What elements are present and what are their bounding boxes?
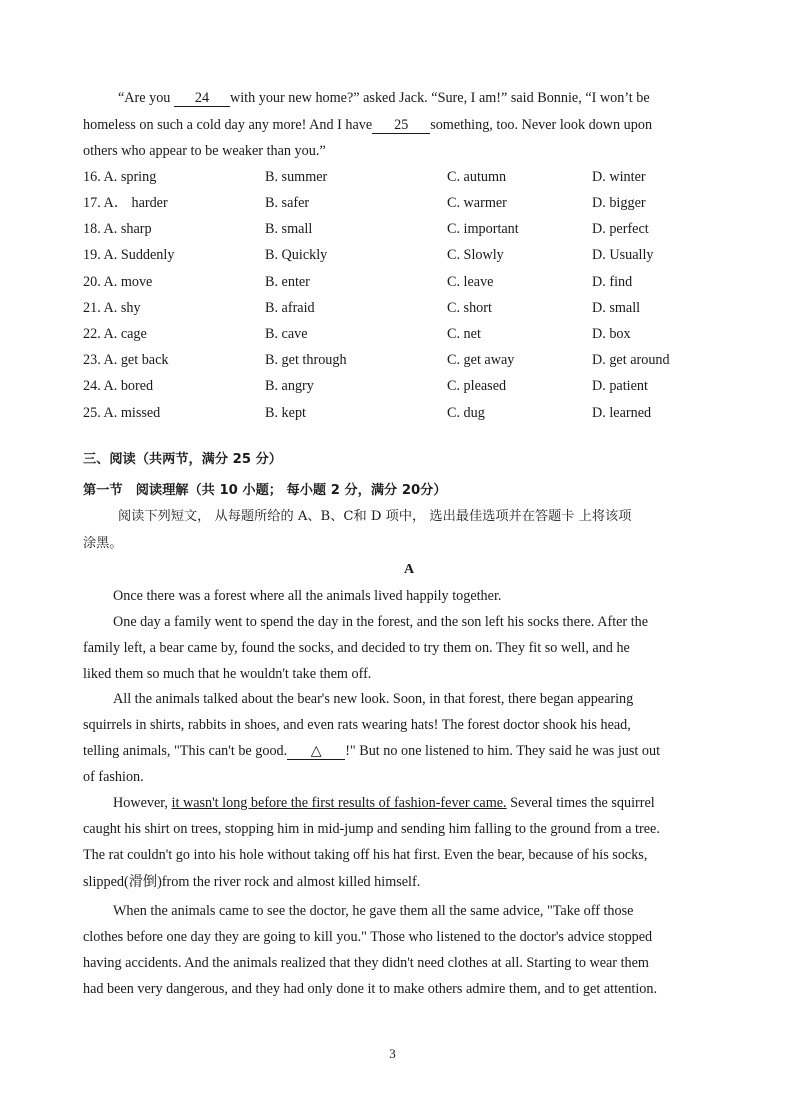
passage-p3-line1: All the animals talked about the bear's new look. Soon, in that forest, there began appearing [113, 691, 634, 707]
passage-p2-line1: One day a family went to spend the day in the forest, and the son left his socks there. After the [113, 614, 649, 630]
option-b: B. small [265, 221, 313, 237]
option-row-23 [83, 351, 723, 369]
option-d: D. box [592, 326, 631, 342]
option-b: B. safer [265, 195, 310, 211]
option-row-16 [83, 168, 723, 186]
page-number: 3 [389, 1046, 396, 1061]
passage-p5-line3: having accidents. And the animals realized that they didn't need clothes at all. Starting to wear them [83, 955, 649, 971]
option-a: 18. A. sharp [83, 221, 152, 237]
cloze-text: “Are you [118, 90, 174, 106]
option-c: C. Slowly [447, 247, 504, 263]
option-b: B. angry [265, 378, 314, 394]
passage-p4-line2: caught his shirt on trees, stopping him in mid-jump and sending him falling to the ground from a tree. [83, 821, 660, 837]
passage-p3-line2: squirrels in shirts, rabbits in shoes, and even rats wearing hats! The forest doctor shook his head, [83, 717, 631, 733]
section-title: 三、阅读（共两节，满分 25 分） [83, 452, 282, 467]
passage-p3-line4: of fashion. [83, 769, 144, 785]
option-a: 17. A． harder [83, 195, 168, 211]
option-row-22 [83, 325, 723, 343]
cloze-text: something, too. Never look down upon [430, 117, 653, 133]
passage-p5-line1: When the animals came to see the doctor, he gave them all the same advice, "Take off those [113, 903, 634, 919]
passage-p4-line4: slipped(滑倒)from the river rock and almost killed himself. [83, 874, 421, 890]
option-c: C. get away [447, 352, 515, 368]
passage-p4-line3: The rat couldn't go into his hole without taking off his hat first. Even the bear, because of his socks, [83, 847, 648, 863]
option-row-24 [83, 377, 723, 395]
option-row-19 [83, 246, 723, 264]
option-row-21 [83, 299, 723, 317]
passage-p4-line1 [113, 794, 655, 812]
part-title: 第一节 阅读理解（共 10 小题； 每小题 2 分，满分 20分） [83, 483, 447, 498]
passage-text: However, [113, 795, 172, 811]
blank-25: 25 [372, 118, 430, 134]
passage-p2-line2: family left, a bear came by, found the socks, and decided to try them on. They fit so well, and he [83, 640, 630, 656]
cloze-line-3: others who appear to be weaker than you.” [83, 143, 326, 159]
blank-24: 24 [174, 91, 230, 107]
option-d: D. bigger [592, 195, 646, 211]
option-b: B. cave [265, 326, 308, 342]
passage-p3-line3 [83, 742, 660, 760]
option-b: B. summer [265, 169, 328, 185]
option-a: 23. A. get back [83, 352, 169, 368]
option-a: 19. A. Suddenly [83, 247, 175, 263]
option-b: B. afraid [265, 300, 315, 316]
option-c: C. warmer [447, 195, 507, 211]
option-a: 21. A. shy [83, 300, 141, 316]
passage-text: telling animals, "This can't be good. [83, 743, 288, 759]
option-d: D. winter [592, 169, 646, 185]
instruction-line-2: 涂黑。 [83, 536, 123, 551]
option-row-18 [83, 220, 723, 238]
passage-p2-line3: liked them so much that he wouldn't take them off. [83, 666, 372, 682]
option-row-17 [83, 194, 723, 212]
option-a: 16. A. spring [83, 169, 157, 185]
triangle-blank: △ [287, 744, 345, 760]
option-c: C. pleased [447, 378, 507, 394]
option-d: D. small [592, 300, 641, 316]
option-a: 24. A. bored [83, 378, 154, 394]
option-d: D. find [592, 274, 633, 290]
passage-p5-line2: clothes before one day they are going to kill you." Those who listened to the doctor's advice stopped [83, 929, 653, 945]
option-c: C. short [447, 300, 492, 316]
option-a: 22. A. cage [83, 326, 147, 342]
option-a: 25. A. missed [83, 405, 161, 421]
option-c: C. autumn [447, 169, 507, 185]
option-b: B. kept [265, 405, 306, 421]
passage-p1: Once there was a forest where all the animals lived happily together. [113, 588, 502, 604]
option-c: C. leave [447, 274, 494, 290]
passage-label: A [403, 562, 415, 577]
cloze-text: with your new home?” asked Jack. “Sure, I am!” said Bonnie, “I won’t be [229, 90, 650, 106]
option-d: D. patient [592, 378, 648, 394]
option-row-25 [83, 404, 723, 422]
passage-text: Several times the squirrel [506, 795, 655, 811]
underlined-sentence: it wasn't long before the first results of fashion-fever came. [171, 795, 507, 811]
cloze-line-1 [118, 89, 650, 107]
cloze-line-2 [83, 116, 652, 134]
cloze-text: homeless on such a cold day any more! And I have [83, 117, 373, 133]
option-b: B. get through [265, 352, 347, 368]
option-b: B. Quickly [265, 247, 328, 263]
option-row-20 [83, 273, 723, 291]
option-c: C. important [447, 221, 519, 237]
passage-text: !" But no one listened to him. They said he was just out [345, 743, 661, 759]
option-c: C. dug [447, 405, 485, 421]
instruction-line-1: 阅读下列短文， 从每题所给的 A、B、C和 D 项中， 选出最佳选项并在答题卡 上将该项 [118, 509, 632, 524]
passage-p5-line4: had been very dangerous, and they had only done it to make others admire them, and to get attention. [83, 981, 658, 997]
option-d: D. perfect [592, 221, 649, 237]
option-a: 20. A. move [83, 274, 153, 290]
option-d: D. Usually [592, 247, 654, 263]
option-c: C. net [447, 326, 481, 342]
option-b: B. enter [265, 274, 310, 290]
option-d: D. learned [592, 405, 652, 421]
option-d: D. get around [592, 352, 670, 368]
